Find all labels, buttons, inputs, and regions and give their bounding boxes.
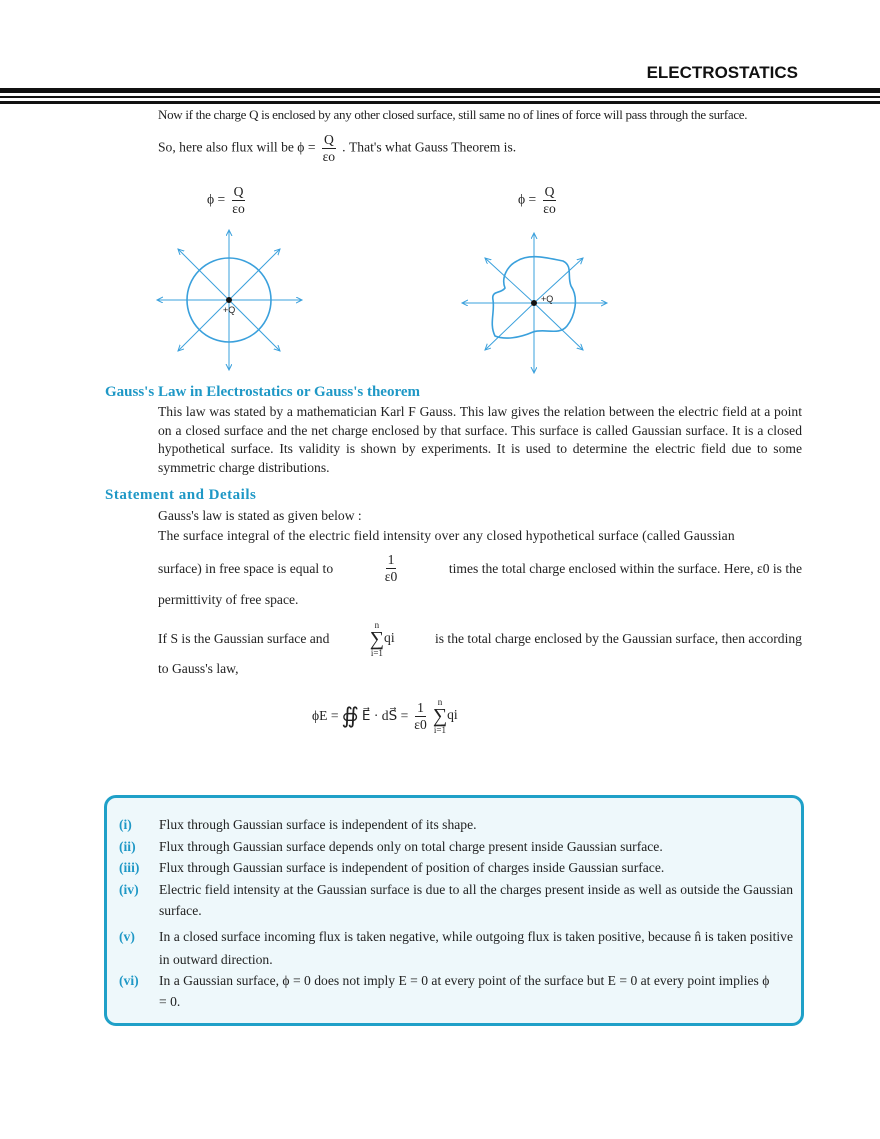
section-heading: Gauss's Law in Electrostatics or Gauss's theorem [105, 384, 421, 400]
text: So, here also flux will be ϕ = [158, 139, 316, 155]
summation [370, 620, 384, 658]
denominator: ε0 [384, 569, 398, 584]
note-label: (iv) [119, 882, 139, 897]
numerator: 1 [417, 699, 424, 715]
sigma: ∑ [432, 705, 448, 727]
header-rule [0, 88, 880, 93]
key-points-box [104, 795, 804, 1026]
gauss-law-equation [312, 697, 458, 735]
note-label: (i) [119, 817, 132, 832]
note-text: Flux through Gaussian surface is independent of its shape. [159, 817, 477, 832]
upper-limit: n [374, 620, 380, 630]
text: times the total charge enclosed within the surface. Here, ε0 is the [448, 560, 802, 576]
text: surface) in free space is equal to [158, 560, 334, 576]
lower-limit: i=1 [433, 725, 446, 735]
upper-limit: n [437, 697, 443, 707]
note-label: (ii) [119, 839, 136, 854]
intro-formula-line [158, 132, 516, 165]
numerator: Q [233, 184, 244, 199]
statement-line [158, 552, 802, 585]
statement-text: The surface integral of the electric field intensity over any closed hypothetical surface (called Gaussian [158, 528, 735, 543]
text: If S is the Gaussian surface and [158, 631, 330, 646]
spherical-surface-diagram [150, 225, 310, 375]
denominator: εo [543, 201, 556, 216]
irregular-surface-diagram [455, 228, 615, 378]
closed-integral: ∯ [341, 703, 359, 728]
fraction [385, 552, 398, 585]
note-text: Electric field intensity at the Gaussian surface is due to all the charges present inside as well as outside the Gaussian surface. [159, 882, 793, 918]
note-text: Flux through Gaussian surface depends only on total charge present inside Gaussian surface. [159, 839, 663, 854]
note-text: Flux through Gaussian surface is independent of position of charges inside Gaussian surface. [159, 860, 665, 875]
charge-dot [226, 297, 232, 303]
numerator: 1 [387, 552, 395, 567]
denominator: ε0 [414, 716, 427, 732]
summation [433, 697, 447, 735]
note-text: In a closed surface incoming flux is taken negative, while outgoing flux is taken positive, because n̂ is taken positive in outward direction. [159, 929, 793, 967]
section-heading: Statement and Details [105, 487, 257, 503]
chapter-title: ELECTROSTATICS [646, 63, 798, 82]
integrand: E⃗ · dS⃗ = [361, 708, 409, 723]
fraction [414, 700, 427, 733]
section-body: This law was stated by a mathematician Karl F Gauss. This law gives the relation between the electric field at a point on a closed surface and the net charge enclosed by that surface. This surface is called Gaussian surface. It is a closed hypothetical surface. Its validity is shown by experiments. It is used to determine the electric field due to some symmetric charge distributions. [158, 404, 802, 475]
header-rule [0, 101, 880, 104]
phi: ϕ = [518, 191, 537, 207]
note-label: (v) [119, 929, 135, 944]
numerator: Q [323, 132, 334, 147]
header-rule [0, 96, 880, 98]
denominator: εo [232, 201, 245, 216]
variable: qi [384, 630, 395, 646]
flux-symbol: ϕE = [312, 708, 339, 723]
statement-intro: Gauss's law is stated as given below : [158, 508, 362, 523]
phi: ϕ = [207, 191, 226, 207]
charge-dot [531, 300, 537, 306]
charge-label: +Q [541, 294, 554, 304]
lower-limit: i=1 [370, 648, 383, 658]
diagram-2-formula [518, 184, 559, 217]
statement-text: permittivity of free space. [158, 592, 299, 607]
intro-line: Now if the charge Q is enclosed by any other closed surface, still same no of lines of force will pass through the surface. [158, 107, 748, 122]
fraction [232, 184, 246, 217]
text: is the total charge enclosed by the Gaussian surface, then according [434, 631, 802, 646]
diagram-1-formula [207, 184, 248, 217]
text: . That's what Gauss Theorem is. [342, 139, 517, 155]
denominator: εo [322, 149, 336, 164]
charge-label: +Q [223, 305, 236, 315]
note-text: In a Gaussian surface, ϕ = 0 does not imply E = 0 at every point of the surface but E = 0 at every point implies ϕ = 0. [159, 973, 770, 1009]
note-label: (vi) [119, 973, 139, 988]
numerator: Q [544, 184, 555, 199]
note-label: (iii) [119, 860, 140, 875]
fraction [322, 132, 336, 165]
sum-line [158, 620, 802, 658]
fraction [543, 184, 557, 217]
statement-text: to Gauss's law, [158, 661, 239, 676]
variable: qi [447, 707, 458, 723]
sigma: ∑ [369, 628, 385, 650]
